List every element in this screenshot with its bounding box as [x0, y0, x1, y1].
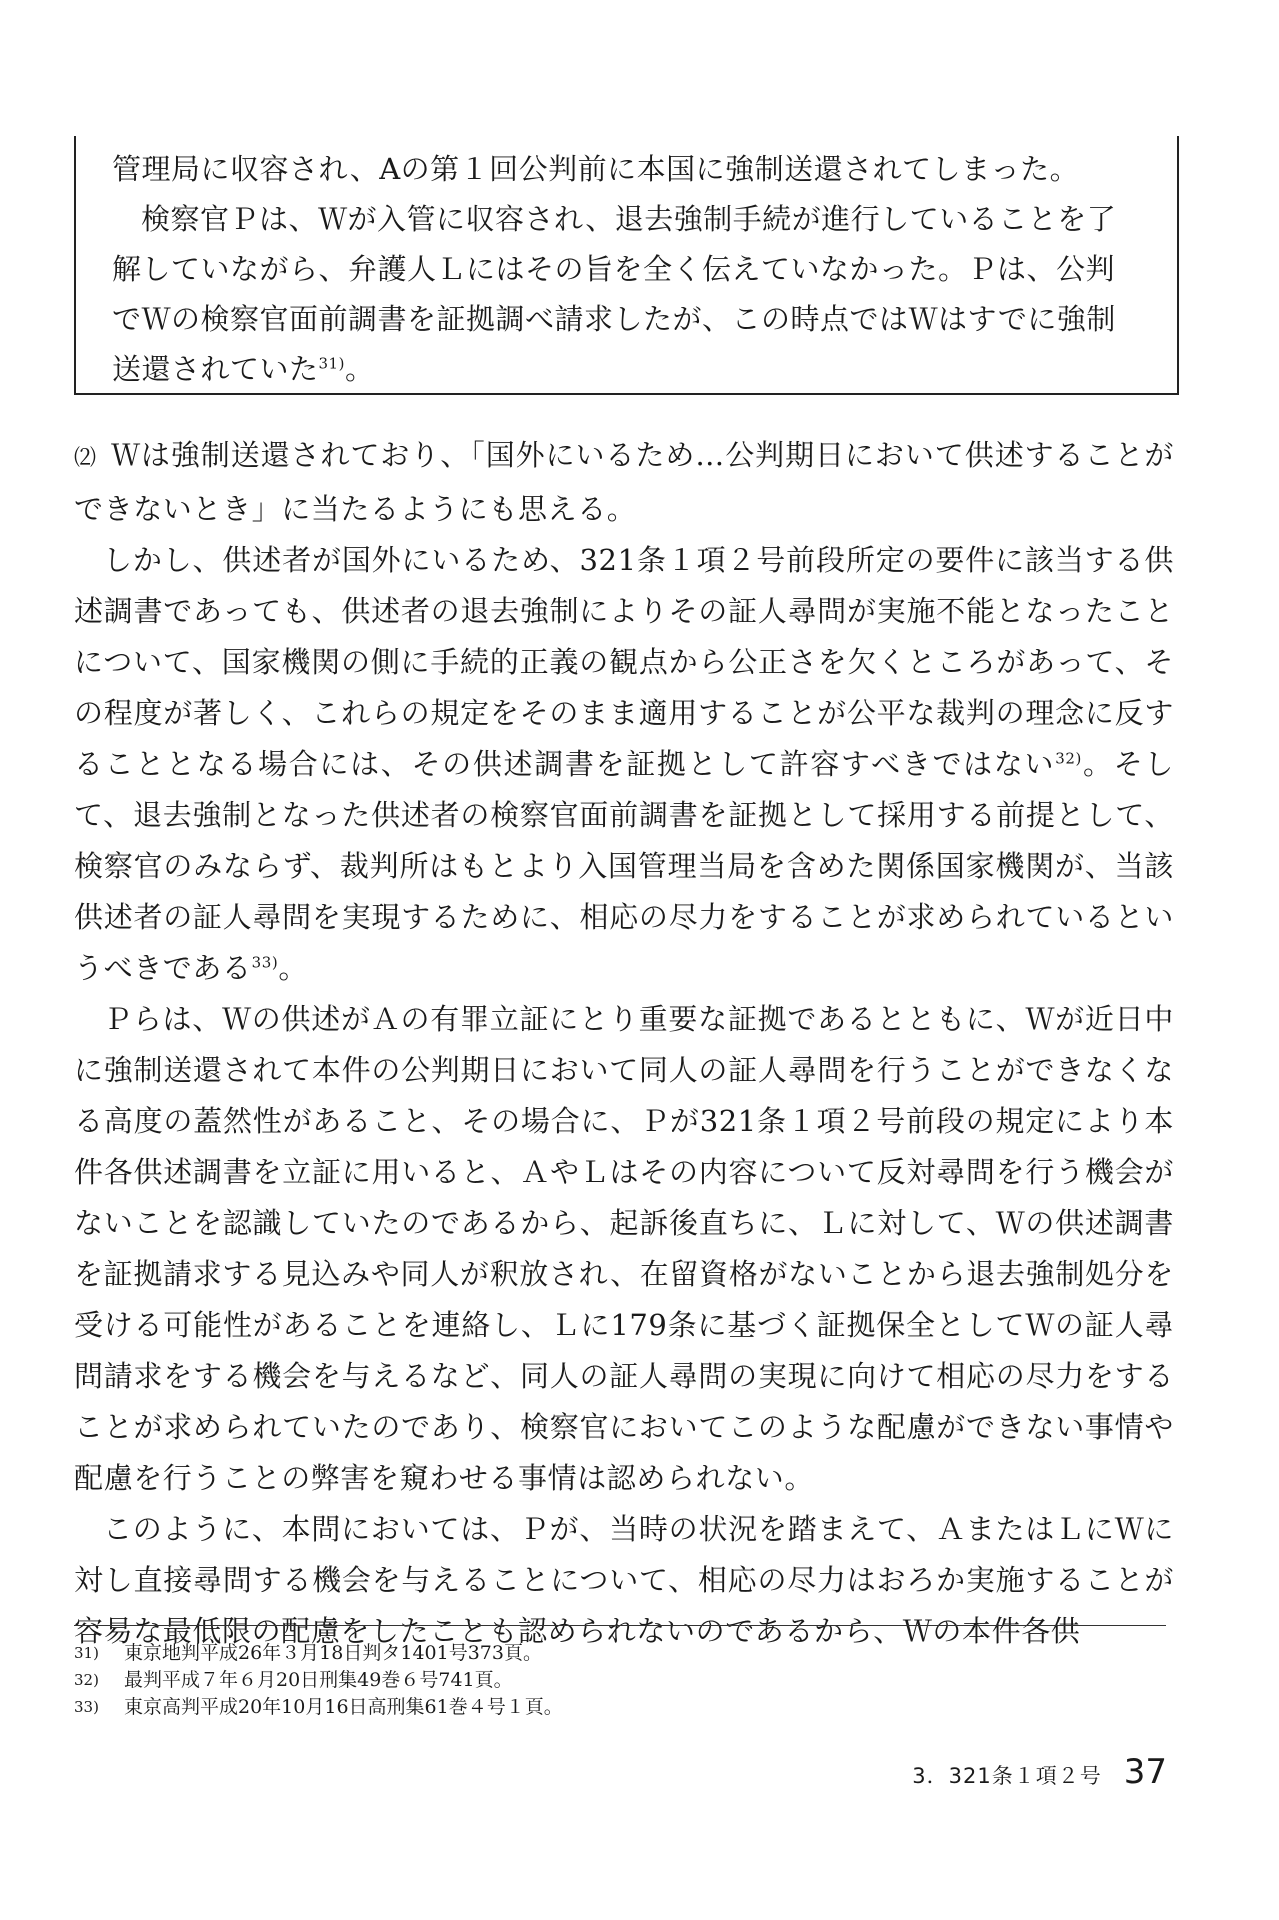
- body-paragraph-2: [74, 535, 1174, 994]
- page-number: 37: [1123, 1752, 1167, 1792]
- footnote-divider: [74, 1625, 1166, 1626]
- footnote-number: 32): [74, 1671, 99, 1689]
- running-footer: [912, 1752, 1167, 1792]
- case-paragraph-2: [112, 194, 1141, 394]
- body-paragraph-2-a: しかし、供述者が国外にいるため、321条１項２号前段所定の要件に該当する供述調書であっても、供述者の退去強制によりその証人尋問が実施不能となったことについて、国家機関の側に手続的正義の観点から公正さを欠くところがあって、その程度が著しく、これらの規定をそのまま適用することが公平な裁判の理念に反することとなる場合には、その供述調書を証拠として許容すべきではない: [74, 543, 1174, 781]
- footnote-ref-32: 32): [1055, 749, 1082, 768]
- footnote-text: 最判平成７年６月20日刑集49巻６号741頁。: [124, 1669, 513, 1691]
- case-facts-box: [74, 136, 1179, 395]
- body-paragraph-1: [74, 430, 1174, 535]
- footnote-item: [74, 1640, 1174, 1667]
- body-paragraph-1-text: Ｗは強制送還されており、「国外にいるため…公判期日において供述することができないとき」に当たるようにも思える。: [74, 438, 1174, 526]
- body-paragraph-2-c: 。: [278, 951, 308, 985]
- footnote-ref-33: 33): [251, 953, 279, 972]
- body-paragraph-2-b: 。そして、退去強制となった供述者の検察官面前調書を証拠として採用する前提として、検察官のみならず、裁判所はもとより入国管理当局を含めた関係国家機関が、当該供述者の証人尋問を実現するために、相応の尽力をすることが求められているというべきである: [74, 747, 1174, 985]
- case-paragraph-2-text: 検察官Ｐは、Ｗが入管に収容され、退去強制手続が進行していることを了解していながら、弁護人Ｌにはその旨を全く伝えていなかった。Ｐは、公判でＷの検察官面前調書を証拠調べ請求したが、この時点ではＷはすでに強制送還されていた: [112, 202, 1117, 386]
- body-paragraph-4: このように、本問においては、Ｐが、当時の状況を踏まえて、ＡまたはＬにＷに対し直接尋問する機会を与えることについて、相応の尽力はおろか実施することが容易な最低限の配慮をしたことも認められないのであるから、Ｗの本件各供: [74, 1512, 1174, 1648]
- case-paragraph-2-end: 。: [344, 352, 375, 386]
- body-paragraph-3: Ｐらは、Ｗの供述がＡの有罪立証にとり重要な証拠であるとともに、Ｗが近日中に強制送還されて本件の公判期日において同人の証人尋問を行うことができなくなる高度の蓋然性があること、その場合に、Ｐが321条１項２号前段の規定により本件各供述調書を立証に用いると、ＡやＬはその内容について反対尋問を行う機会がないことを認識していたのであるから、起訴後直ちに、Ｌに対して、Ｗの供述調書を証拠請求する見込みや同人が釈放され、在留資格がないことから退去強制処分を受ける可能性があることを連絡し、Ｌに179条に基づく証拠保全としてＷの証人尋問請求をする機会を与えるなど、同人の証人尋問の実現に向けて相応の尽力をすることが求められていたのであり、検察官においてこのような配慮ができない事情や配慮を行うことの弊害を窺わせる事情は認められない。: [74, 1002, 1174, 1495]
- footnote-text: 東京高判平成20年10月16日高刑集61巻４号１頁。: [124, 1696, 563, 1718]
- footnote-text: 東京地判平成26年３月18日判タ1401号373頁。: [124, 1642, 542, 1664]
- footnote-ref-31: 31): [318, 354, 345, 373]
- footnotes: [74, 1640, 1174, 1721]
- case-paragraph-1: 管理局に収容され、Aの第１回公判前に本国に強制送還されてしまった。: [112, 152, 1080, 186]
- footnote-item: [74, 1694, 1174, 1721]
- footnote-item: [74, 1667, 1174, 1694]
- footnote-number: 33): [74, 1698, 99, 1716]
- item-number: ⑵: [74, 446, 97, 471]
- body-text: [74, 430, 1174, 1657]
- footnote-number: 31): [74, 1644, 99, 1662]
- section-label: 3．321条１項２号: [912, 1764, 1102, 1788]
